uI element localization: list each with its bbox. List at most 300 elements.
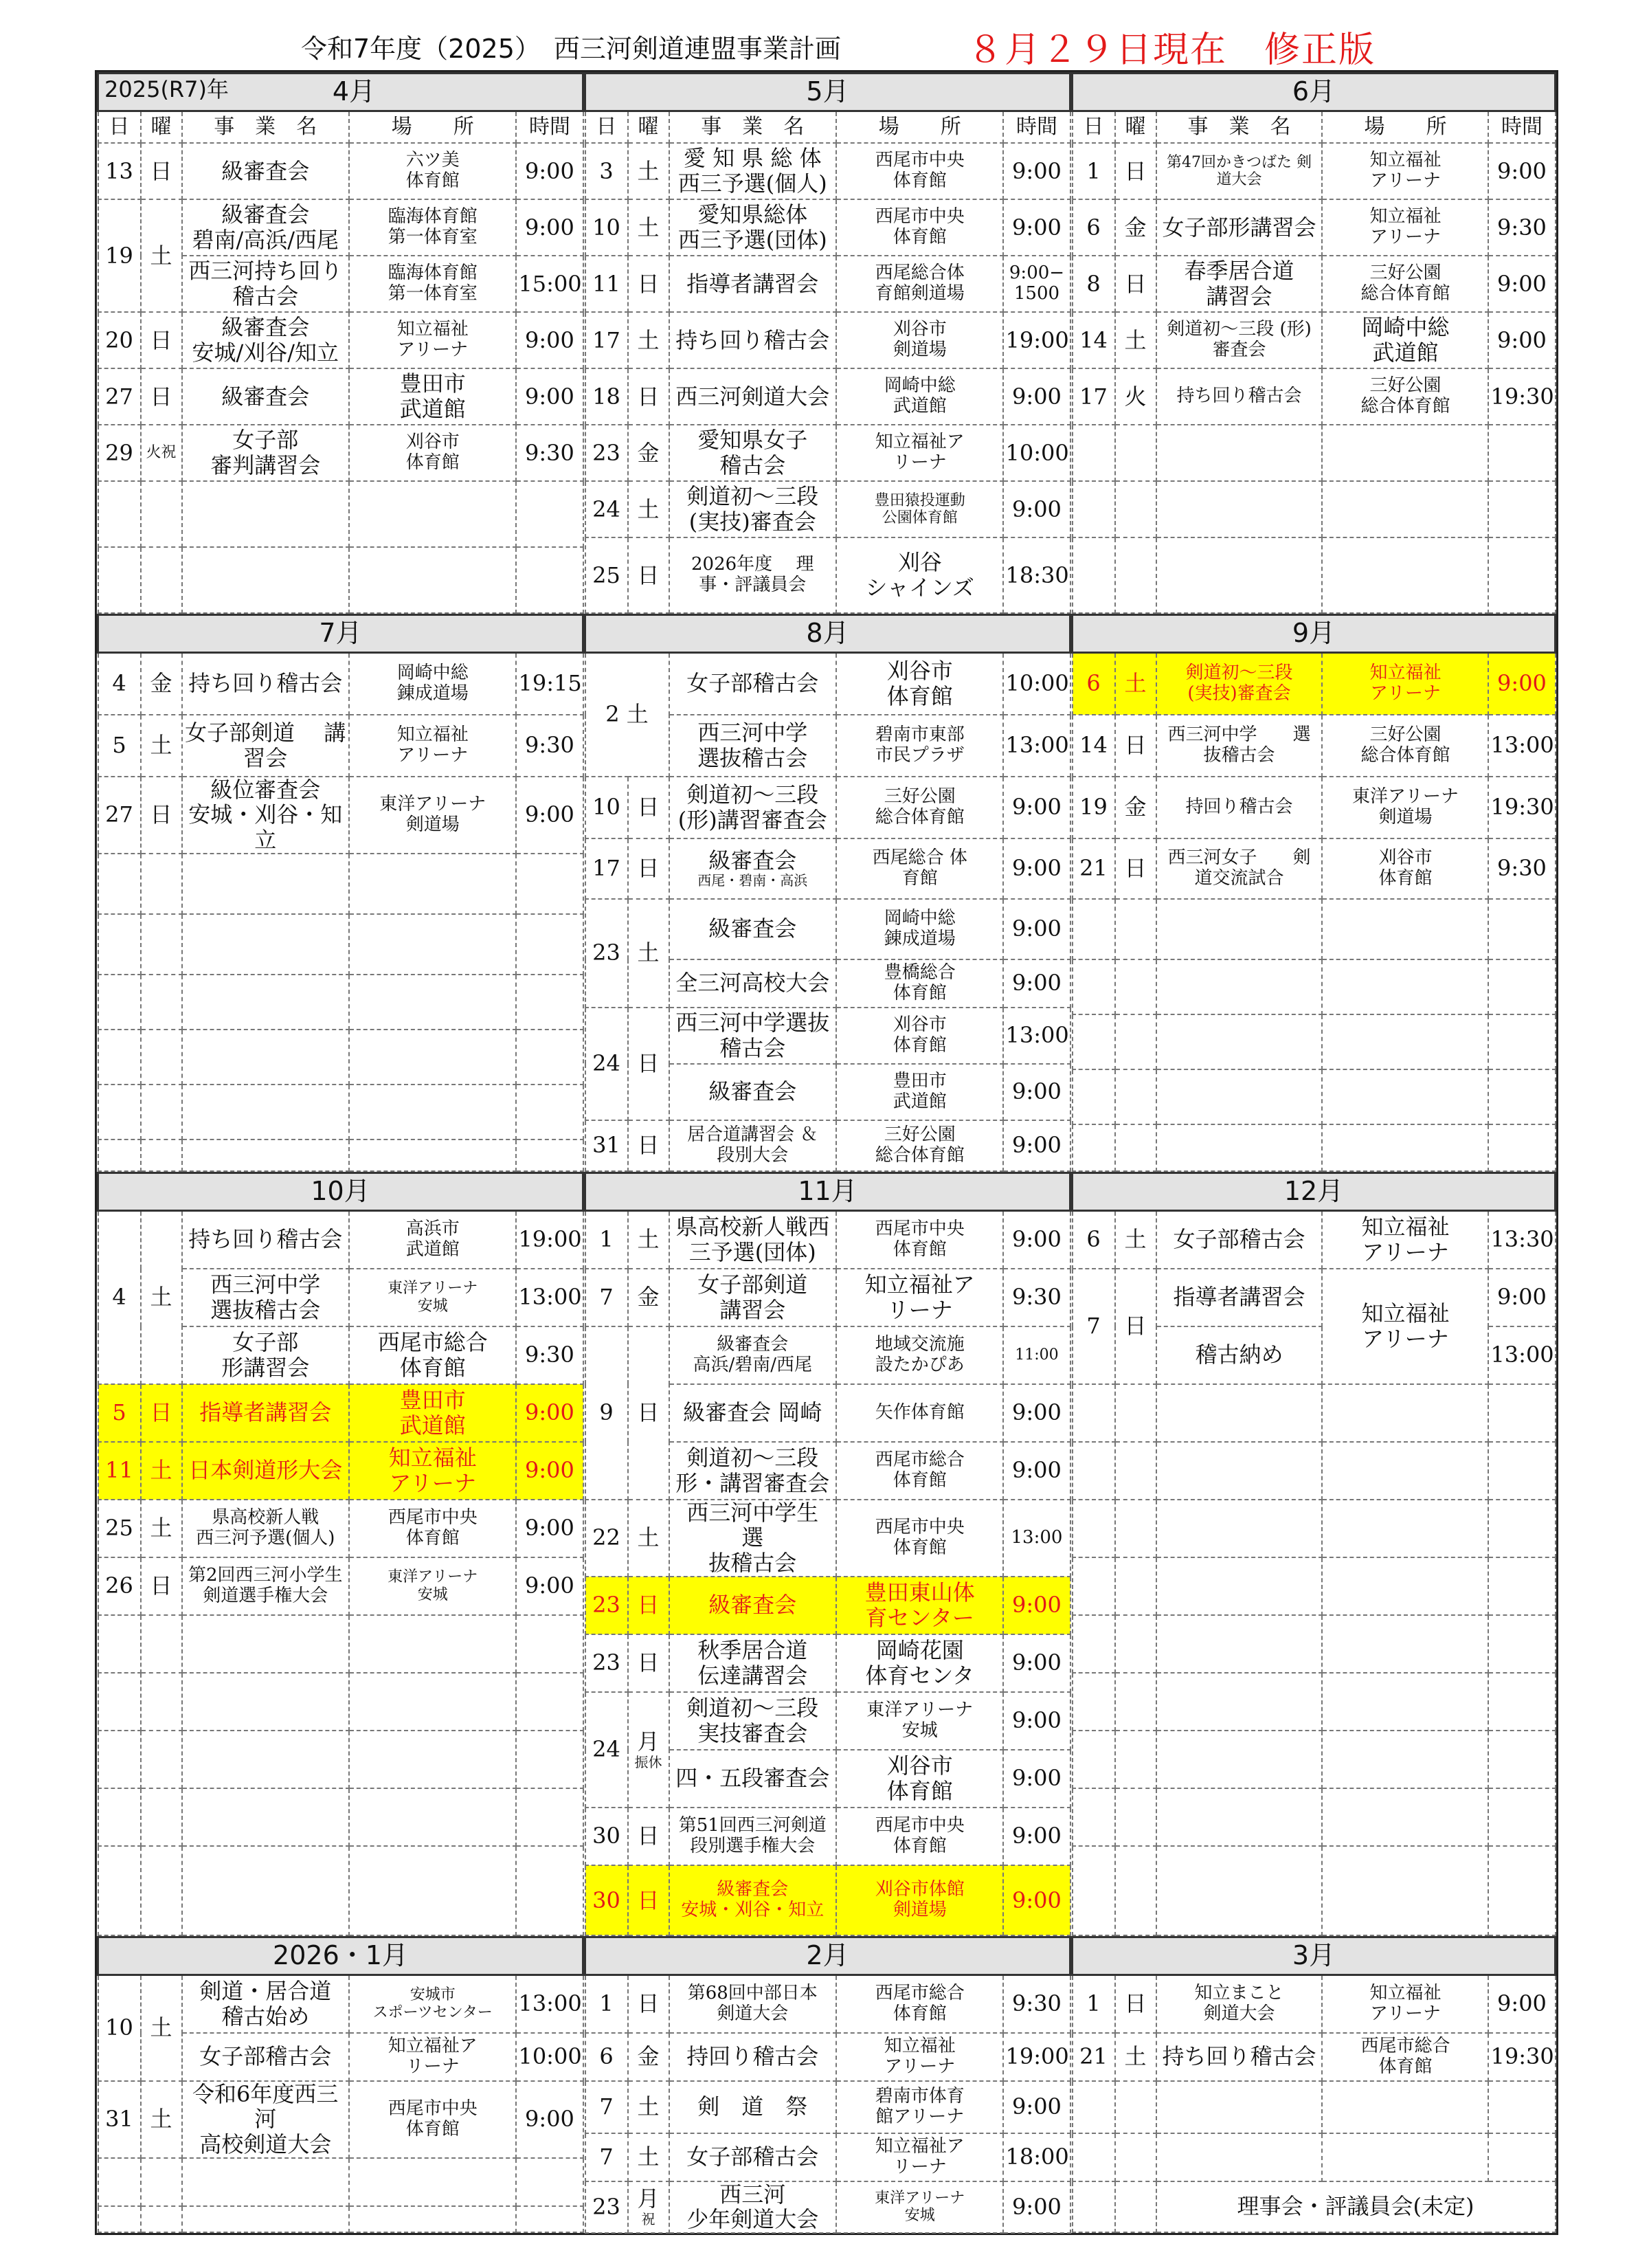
event-cell: 級審査会 <box>669 899 836 959</box>
event-cell: 女子部形講習会 <box>1156 199 1323 256</box>
place-cell: 知立福祉ア リーナ <box>836 425 1003 481</box>
day-cell: 23 <box>585 425 628 481</box>
month-header-june: 6月 <box>1073 74 1556 111</box>
event-cell: 女子部稽古会 <box>182 2033 349 2081</box>
day-cell: 1 <box>1073 1975 1115 2033</box>
weekday-cell: 金 <box>1115 777 1156 838</box>
event-cell: 令和6年度西三河 高校剣道大会 <box>182 2081 349 2158</box>
day-cell: 6 <box>585 2033 628 2081</box>
time-cell: 9:00 <box>1003 1211 1070 1269</box>
weekday-cell: 土 <box>141 1975 182 2081</box>
event-cell: 秋季居合道 伝達講習会 <box>669 1634 836 1692</box>
weekday-cell: 日 <box>141 777 182 854</box>
quarter-october <box>97 1172 584 1936</box>
day-cell: 13 <box>98 143 141 199</box>
event-cell: 持ち回り稽古会 <box>669 312 836 368</box>
weekday-cell: 土 <box>628 312 669 368</box>
place-cell: 西尾市中央 体育館 <box>836 143 1003 199</box>
day-cell: 30 <box>585 1808 628 1865</box>
place-cell: 地域交流施 設たかぴあ <box>836 1326 1003 1384</box>
event-cell: 級審査会 高浜/碧南/西尾 <box>669 1326 836 1384</box>
weekday-cell: 日 <box>141 1384 182 1442</box>
event-subtitle: 西尾・碧南・高浜 <box>697 872 808 889</box>
quarter-january <box>97 1936 584 2233</box>
time-cell: 9:00 <box>516 199 583 256</box>
time-cell: 15:00 <box>516 256 583 312</box>
event-cell: 西三河中学 選抜稽古会 <box>669 715 836 777</box>
time-cell: 9:00 <box>516 143 583 199</box>
time-cell: 9:00 <box>1003 1577 1070 1634</box>
revision-status: ８月２９日現在 修正版 <box>967 30 1376 71</box>
time-cell: 9:00 <box>1003 481 1070 537</box>
day-cell: 23 <box>585 1577 628 1634</box>
month-header-july: 7月 <box>98 615 583 653</box>
event-cell: 県高校新人戦 西三河予選(個人) <box>182 1500 349 1557</box>
time-cell: 9:30 <box>1488 199 1555 256</box>
event-cell: 女子部 形講習会 <box>182 1326 349 1384</box>
day-cell: 5 <box>98 1384 141 1442</box>
weekday-cell: 土 <box>628 143 669 199</box>
weekday-cell: 金 <box>141 653 182 715</box>
weekday-cell: 金 <box>1115 199 1156 256</box>
day-cell: 10 <box>585 199 628 256</box>
place-cell: 知立福祉 アリーナ <box>349 312 516 368</box>
place-cell: 刈谷市 体育館 <box>349 425 516 481</box>
time-cell: 9:00− 1500 <box>1003 256 1070 312</box>
event-cell: 西三河 少年剣道大会 <box>669 2181 836 2234</box>
col-place: 場 所 <box>836 111 1003 144</box>
col-place: 場 所 <box>1322 111 1488 144</box>
place-cell: 刈谷市 体育館 <box>836 1750 1003 1808</box>
day-cell: 25 <box>98 1500 141 1557</box>
event-cell: 級審査会 <box>182 368 349 425</box>
time-cell: 9:00 <box>1488 653 1555 715</box>
weekday-cell: 日 <box>628 1865 669 1935</box>
place-cell: 西尾総合 体 育館 <box>836 838 1003 899</box>
time-cell: 10:00 <box>1003 653 1070 715</box>
month-header-january: 2026・1月 <box>98 1937 583 1975</box>
time-cell: 19:00 <box>1003 2033 1070 2081</box>
day-cell: 17 <box>585 312 628 368</box>
weekday-cell: 土 <box>141 1442 182 1500</box>
day-cell: 9 <box>585 1326 628 1500</box>
place-cell: 豊橋総合 体育館 <box>836 959 1003 1008</box>
event-cell: 西三河持ち回り 稽古会 <box>182 256 349 312</box>
time-cell: 9:00 <box>516 777 583 854</box>
time-cell: 9:00 <box>516 1500 583 1557</box>
day-cell: 7 <box>585 1269 628 1326</box>
weekday-cell: 日 <box>141 1557 182 1615</box>
day-cell: 6 <box>1073 199 1115 256</box>
col-event: 事 業 名 <box>1156 111 1323 144</box>
weekday-cell <box>628 1692 669 1808</box>
day-cell: 7 <box>585 2081 628 2133</box>
weekday-cell: 日 <box>628 1008 669 1120</box>
event-cell: 級審査会 安城/刈谷/知立 <box>182 312 349 368</box>
month-header-october: 10月 <box>98 1173 583 1211</box>
day-cell: 11 <box>585 256 628 312</box>
month-header-december: 12月 <box>1073 1173 1556 1211</box>
time-cell: 13:00 <box>516 1975 583 2033</box>
weekday-cell: 土 <box>628 1211 669 1269</box>
weekday-cell: 土 <box>141 1211 182 1384</box>
day-cell: 21 <box>1073 2033 1115 2081</box>
place-cell: 知立福祉ア リーナ <box>836 2133 1003 2181</box>
day-cell: 8 <box>1073 256 1115 312</box>
day-cell: 5 <box>98 715 141 777</box>
quarter-may <box>584 72 1071 614</box>
place-cell: 豊田市 武道館 <box>349 368 516 425</box>
place-cell: 矢作体育館 <box>836 1384 1003 1442</box>
weekday-cell: 土 <box>141 1500 182 1557</box>
day-cell: 17 <box>585 838 628 899</box>
event-cell: 愛知県総体 西三予選(団体) <box>669 199 836 256</box>
day-cell: 24 <box>585 1692 628 1808</box>
time-cell: 19:30 <box>1488 777 1555 838</box>
weekday-cell: 日 <box>628 1808 669 1865</box>
place-cell: 知立福祉 アリーナ <box>1322 1975 1488 2033</box>
weekday-cell: 日 <box>141 312 182 368</box>
quarter-april <box>97 72 584 614</box>
time-cell: 13:00 <box>1488 1326 1555 1384</box>
place-cell: 西尾市中央 体育館 <box>836 1500 1003 1577</box>
weekday-cell: 日 <box>628 368 669 425</box>
event-cell: 持ち回り稽古会 <box>182 1211 349 1269</box>
event-cell: 持回り稽古会 <box>1156 777 1323 838</box>
place-cell: 豊田猿投運動 公園体育館 <box>836 481 1003 537</box>
time-cell: 9:00 <box>1003 1064 1070 1120</box>
place-cell: 刈谷市 体育館 <box>836 1008 1003 1064</box>
day-cell: 20 <box>98 312 141 368</box>
time-cell: 9:00 <box>1003 1750 1070 1808</box>
place-cell: 西尾総合体 育館剣道場 <box>836 256 1003 312</box>
event-cell: 四・五段審査会 <box>669 1750 836 1808</box>
day-cell: 6 <box>1073 1211 1115 1269</box>
document-title <box>0 21 1649 69</box>
event-cell: 女子部稽古会 <box>1156 1211 1323 1269</box>
event-cell: 剣道初～三段 形・講習審査会 <box>669 1442 836 1500</box>
weekday-cell: 日 <box>1115 1975 1156 2033</box>
event-cell: 稽古納め <box>1156 1326 1323 1384</box>
time-cell: 9:00 <box>1003 1120 1070 1172</box>
day-cell: 3 <box>585 143 628 199</box>
col-time: 時間 <box>516 111 583 144</box>
quarter-june <box>1071 72 1556 614</box>
weekday-cell: 土 <box>628 481 669 537</box>
month-header-november: 11月 <box>585 1173 1070 1211</box>
weekday-cell: 土 <box>1115 1211 1156 1269</box>
day-cell: 4 <box>98 1211 141 1384</box>
event-cell: 理事会・評議員会(未定) <box>1156 2181 1556 2233</box>
event-cell: 第51回西三河剣道 段別選手権大会 <box>669 1808 836 1865</box>
weekday-cell: 土 <box>1115 312 1156 368</box>
weekday-note: 祝 <box>641 2211 655 2228</box>
event-cell: 女子部剣道 講 習会 <box>182 715 349 777</box>
place-cell: 西尾市総合 体育館 <box>349 1326 516 1384</box>
time-cell: 9:30 <box>516 1326 583 1384</box>
weekday-cell: 日 <box>628 1577 669 1634</box>
day-cell: 27 <box>98 368 141 425</box>
weekday-cell: 日 <box>628 1975 669 2033</box>
place-cell: 三好公園 総合体育館 <box>1322 368 1488 425</box>
event-cell: 剣道・居合道 稽古始め <box>182 1975 349 2033</box>
event-cell: 持ち回り稽古会 <box>1156 368 1323 425</box>
quarter-february <box>584 1936 1071 2233</box>
event-cell: 持ち回り稽古会 <box>182 653 349 715</box>
col-time: 時間 <box>1488 111 1555 144</box>
weekday-cell: 日 <box>628 1326 669 1500</box>
col-day: 日 <box>1073 111 1115 144</box>
event-cell: 剣道初〜三段 (実技)審査会 <box>669 481 836 537</box>
weekday-cell: 日 <box>1115 256 1156 312</box>
day-cell: 1 <box>585 1211 628 1269</box>
place-cell: 岡崎中総 武道館 <box>1322 312 1488 368</box>
place-cell: 知立福祉 アリーナ <box>1322 199 1488 256</box>
time-cell: 9:00 <box>516 1442 583 1500</box>
time-cell: 9:00 <box>1003 2181 1070 2234</box>
day-cell: 23 <box>585 2181 628 2234</box>
weekday-cell: 日 <box>141 143 182 199</box>
event-cell: 剣道初～三段 (形) 審査会 <box>1156 312 1323 368</box>
event-cell: 指導者講習会 <box>182 1384 349 1442</box>
weekday-cell: 日 <box>628 1120 669 1172</box>
event-cell: 級審査会 <box>669 1577 836 1634</box>
event-cell: 女子部剣道 講習会 <box>669 1269 836 1326</box>
weekday-cell: 土 <box>628 199 669 256</box>
day-cell: 26 <box>98 1557 141 1615</box>
day-cell: 10 <box>585 777 628 838</box>
event-cell: 級審査会 岡崎 <box>669 1384 836 1442</box>
place-cell: 岡崎花園 体育センタ <box>836 1634 1003 1692</box>
time-cell: 9:00 <box>1488 143 1555 199</box>
time-cell: 9:30 <box>1488 838 1555 899</box>
time-cell: 9:00 <box>1003 959 1070 1008</box>
time-cell: 9:00 <box>1003 1442 1070 1500</box>
place-cell: 豊田市 武道館 <box>836 1064 1003 1120</box>
day-cell: 23 <box>585 899 628 1008</box>
place-cell: 西尾市総合 体育館 <box>836 1442 1003 1500</box>
day-cell: 11 <box>98 1442 141 1500</box>
time-cell: 9:00 <box>1003 368 1070 425</box>
event-cell: 春季居合道 講習会 <box>1156 256 1323 312</box>
event-cell: 西三河中学選抜 稽古会 <box>669 1008 836 1064</box>
col-event: 事 業 名 <box>669 111 836 144</box>
col-day: 日 <box>585 111 628 144</box>
quarter-march <box>1071 1936 1556 2233</box>
weekday-note: 振休 <box>634 1753 662 1770</box>
time-cell: 9:00 <box>1003 1692 1070 1750</box>
event-cell: 第68回中部日本 剣道大会 <box>669 1975 836 2033</box>
month-header-may: 5月 <box>585 74 1070 111</box>
day-cell: 19 <box>1073 777 1115 838</box>
place-cell: 碧南市東部 市民プラザ <box>836 715 1003 777</box>
weekday-text: 月 <box>637 2186 660 2212</box>
event-cell: 愛 知 県 総 体 西三予選(個人) <box>669 143 836 199</box>
weekday-cell: 火 <box>1115 368 1156 425</box>
col-weekday: 曜 <box>1115 111 1156 144</box>
place-cell: 刈谷 シャインズ <box>836 537 1003 613</box>
time-cell: 9:00 <box>1003 143 1070 199</box>
weekday-cell: 土 <box>141 715 182 777</box>
time-cell: 10:00 <box>516 2033 583 2081</box>
day-cell: 14 <box>1073 715 1115 777</box>
weekday-cell: 日 <box>141 368 182 425</box>
place-cell: 西尾市総合 体育館 <box>1322 2033 1488 2081</box>
place-cell: 豊田市 武道館 <box>349 1384 516 1442</box>
place-cell: 知立福祉 アリーナ <box>1322 653 1488 715</box>
time-cell: 9:00 <box>516 1557 583 1615</box>
schedule-grid <box>95 70 1558 2235</box>
weekday-cell: 土 <box>628 2133 669 2181</box>
quarter-september <box>1071 614 1556 1172</box>
day-cell: 1 <box>1073 143 1115 199</box>
place-cell: 六ツ美 体育館 <box>349 143 516 199</box>
place-cell: 安城市 スポーツセンター <box>349 1975 516 2033</box>
time-cell: 9:00 <box>1003 199 1070 256</box>
event-cell: 級審査会 <box>669 1064 836 1120</box>
weekday-cell: 日 <box>628 256 669 312</box>
event-cell: 級審査会 碧南/高浜/西尾 <box>182 199 349 256</box>
day-cell: 29 <box>98 425 141 481</box>
time-cell: 9:00 <box>1003 899 1070 959</box>
time-cell: 18:00 <box>1003 2133 1070 2181</box>
weekday-cell: 土 <box>141 2081 182 2158</box>
weekday-cell <box>628 2181 669 2234</box>
weekday-text: 月 <box>637 1728 660 1755</box>
place-cell: 西尾市中央 体育館 <box>349 1500 516 1557</box>
weekday-cell: 日 <box>628 777 669 838</box>
place-cell: 三好公園 総合体育館 <box>836 1120 1003 1172</box>
day-cell: 10 <box>98 1975 141 2081</box>
day-cell: 1 <box>585 1975 628 2033</box>
time-cell: 13:00 <box>1003 715 1070 777</box>
weekday-cell: 火祝 <box>141 425 182 481</box>
time-cell: 11:00 <box>1003 1326 1070 1384</box>
place-cell: 知立福祉 アリーナ <box>349 1442 516 1500</box>
place-cell: 知立福祉 アリーナ <box>1322 143 1488 199</box>
event-cell: 西三河剣道大会 <box>669 368 836 425</box>
month-header-april <box>98 74 583 111</box>
weekday-cell: 土 <box>1115 2033 1156 2081</box>
time-cell: 13:30 <box>1488 1211 1555 1269</box>
weekday-cell: 土 <box>626 701 649 728</box>
weekday-cell: 金 <box>628 425 669 481</box>
place-cell: 岡崎中総 武道館 <box>836 368 1003 425</box>
weekday-cell: 日 <box>1115 1269 1156 1384</box>
event-cell: 西三河中学 選抜稽古会 <box>182 1269 349 1326</box>
time-cell: 13:00 <box>1003 1008 1070 1064</box>
day-cell: 25 <box>585 537 628 613</box>
place-cell: 刈谷市体館 剣道場 <box>836 1865 1003 1935</box>
event-cell: 全三河高校大会 <box>669 959 836 1008</box>
place-cell: 刈谷市 体育館 <box>1322 838 1488 899</box>
place-cell: 豊田東山体 育センター <box>836 1577 1003 1634</box>
time-cell: 9:00 <box>1003 1384 1070 1442</box>
place-cell: 岡崎中総 錬成道場 <box>836 899 1003 959</box>
col-weekday: 曜 <box>628 111 669 144</box>
time-cell: 10:00 <box>1003 425 1070 481</box>
event-cell: 剣道初～三段 実技審査会 <box>669 1692 836 1750</box>
day-cell: 2 <box>605 701 620 728</box>
weekday-cell: 日 <box>1115 838 1156 899</box>
time-cell: 9:00 <box>1488 256 1555 312</box>
event-cell: 西三河中学 選 抜稽古会 <box>1156 715 1323 777</box>
day-cell: 31 <box>98 2081 141 2158</box>
place-cell: 知立福祉 アリーナ <box>1322 1269 1488 1384</box>
place-cell: 東洋アリーナ 安城 <box>836 1692 1003 1750</box>
time-cell: 9:00 <box>1003 1808 1070 1865</box>
day-cell: 21 <box>1073 838 1115 899</box>
time-cell: 19:30 <box>1488 368 1555 425</box>
col-weekday: 曜 <box>141 111 182 144</box>
place-cell: 知立福祉 アリーナ <box>836 2033 1003 2081</box>
place-cell: 西尾市中央 体育館 <box>349 2081 516 2158</box>
month-header-february: 2月 <box>585 1937 1070 1975</box>
event-cell: 剣道初～三段 (実技)審査会 <box>1156 653 1323 715</box>
time-cell: 9:00 <box>1003 838 1070 899</box>
quarter-july <box>97 614 584 1172</box>
place-cell: 知立福祉ア リーナ <box>349 2033 516 2081</box>
quarter-november <box>584 1172 1071 1936</box>
col-time: 時間 <box>1003 111 1070 144</box>
time-cell: 9:30 <box>516 715 583 777</box>
event-cell: 愛知県女子 稽古会 <box>669 425 836 481</box>
weekday-cell: 土 <box>1115 653 1156 715</box>
place-cell: 臨海体育館 第一体育室 <box>349 199 516 256</box>
event-cell: 西三河中学生 選 抜稽古会 <box>669 1500 836 1577</box>
month-header-august: 8月 <box>585 615 1070 653</box>
weekday-cell: 日 <box>1115 715 1156 777</box>
time-cell: 19:15 <box>516 653 583 715</box>
event-cell: 指導者講習会 <box>669 256 836 312</box>
place-cell: 高浜市 武道館 <box>349 1211 516 1269</box>
place-cell: 知立福祉 アリーナ <box>349 715 516 777</box>
day-cell: 19 <box>98 199 141 312</box>
day-cell: 18 <box>585 368 628 425</box>
col-day: 日 <box>98 111 141 144</box>
day-cell: 6 <box>1073 653 1115 715</box>
time-cell: 9:30 <box>516 425 583 481</box>
event-cell: 西三河女子 剣 道交流試合 <box>1156 838 1323 899</box>
event-title: 級審査会 <box>708 847 797 874</box>
time-cell: 13:00 <box>1488 715 1555 777</box>
place-cell: 三好公園 総合体育館 <box>836 777 1003 838</box>
place-cell: 東洋アリーナ 剣道場 <box>349 777 516 854</box>
title-text: 令和7年度（2025） 西三河剣道連盟事業計画 <box>301 34 841 64</box>
place-cell: 東洋アリーナ 剣道場 <box>1322 777 1488 838</box>
event-cell: 第2回西三河小学生 剣道選手権大会 <box>182 1557 349 1615</box>
day-cell: 23 <box>585 1634 628 1692</box>
place-cell: 刈谷市 体育館 <box>836 653 1003 715</box>
day-cell: 22 <box>585 1500 628 1577</box>
event-cell: 持回り稽古会 <box>669 2033 836 2081</box>
place-cell: 東洋アリーナ 安城 <box>349 1557 516 1615</box>
quarter-august <box>584 614 1071 1172</box>
weekday-cell: 日 <box>628 1634 669 1692</box>
weekday-cell: 土 <box>141 199 182 312</box>
day-cell: 30 <box>585 1865 628 1935</box>
time-cell: 9:00 <box>516 2081 583 2158</box>
time-cell: 13:00 <box>1003 1500 1070 1577</box>
col-place: 場 所 <box>349 111 516 144</box>
event-cell: 知立まこと 剣道大会 <box>1156 1975 1323 2033</box>
time-cell: 9:00 <box>516 1384 583 1442</box>
event-cell: 日本剣道形大会 <box>182 1442 349 1500</box>
place-cell: 東洋アリーナ 安城 <box>349 1269 516 1326</box>
place-cell: 西尾市中央 体育館 <box>836 1211 1003 1269</box>
place-cell: 西尾市中央 体育館 <box>836 1808 1003 1865</box>
event-cell: 女子部 審判講習会 <box>182 425 349 481</box>
